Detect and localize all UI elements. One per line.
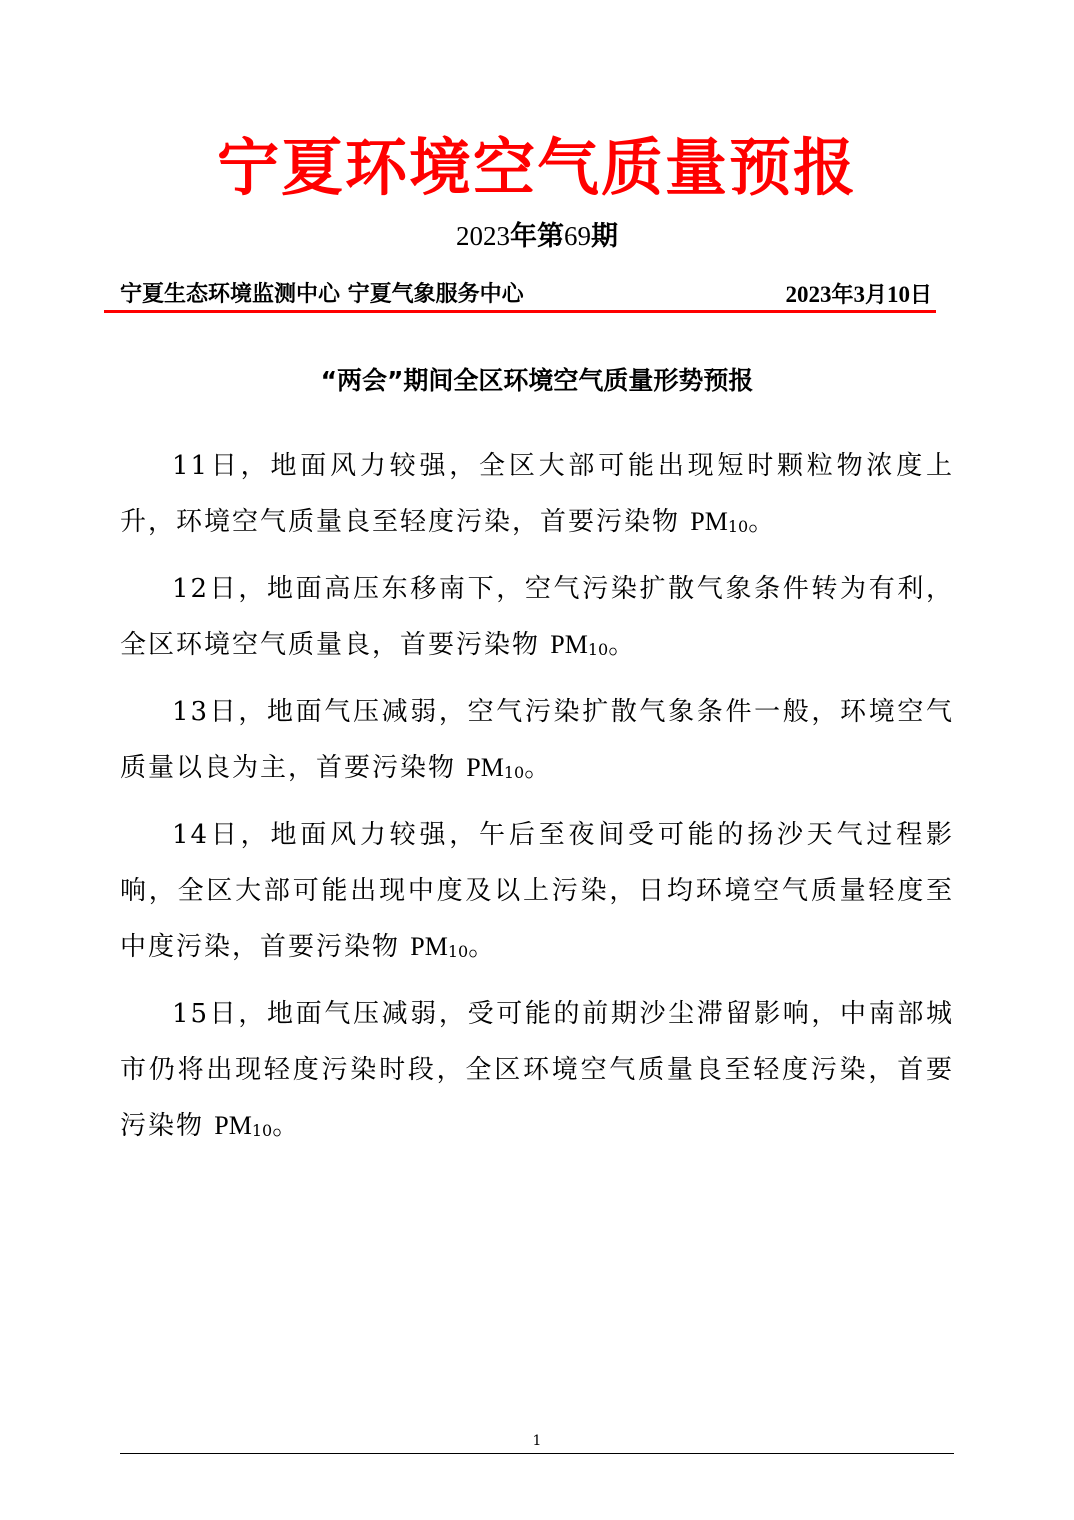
forecast-paragraph-15 xyxy=(120,986,954,1159)
date-year-suffix: 年 xyxy=(831,283,854,308)
paragraph-end: 。 xyxy=(608,630,637,660)
date-month-suffix: 月 xyxy=(864,283,887,308)
pollutant-subscript: 10 xyxy=(587,640,609,659)
org-date-line xyxy=(120,280,932,312)
pollutant: PM xyxy=(550,630,588,659)
pollutant: PM xyxy=(690,507,728,536)
paragraph-text: 14日，地面风力较强，午后至夜间受可能的扬沙天气过程影响，全区大部可能出现中度及以上污染，日均环境空气质量轻度至中度污染，首要污染物 xyxy=(120,820,954,962)
issue-num: 69 xyxy=(564,221,591,251)
pollutant: PM xyxy=(214,1111,252,1140)
paragraph-end: 。 xyxy=(272,1111,301,1141)
paragraph-end: 。 xyxy=(748,507,777,537)
forecast-paragraph-14 xyxy=(120,807,954,980)
issue-number xyxy=(0,218,1074,255)
paragraph-text: 12日，地面高压东移南下，空气污染扩散气象条件转为有利，全区环境空气质量良，首要污染物 xyxy=(120,574,954,660)
pollutant: PM xyxy=(410,932,448,961)
issue-num-suffix: 期 xyxy=(591,221,618,252)
forecast-body xyxy=(120,438,954,1165)
date-month: 3 xyxy=(853,282,865,307)
paragraph-end: 。 xyxy=(468,932,497,962)
headline: “两会”期间全区环境空气质量形势预报 xyxy=(320,366,754,395)
pollutant-subscript: 10 xyxy=(447,942,469,961)
paragraph-text: 13日，地面气压减弱，空气污染扩散气象条件一般，环境空气质量以良为主，首要污染物 xyxy=(120,697,954,783)
date-day: 10 xyxy=(886,282,910,307)
pollutant-subscript: 10 xyxy=(503,763,525,782)
paragraph-end: 。 xyxy=(524,753,553,783)
issuing-organizations: 宁夏生态环境监测中心 宁夏气象服务中心 xyxy=(120,282,524,307)
page-number: 1 xyxy=(532,1433,542,1449)
paragraph-text: 15日，地面气压减弱，受可能的前期沙尘滞留影响，中南部城市仍将出现轻度污染时段，全区环境空气质量良至轻度污染，首要污染物 xyxy=(120,999,954,1141)
date-day-suffix: 日 xyxy=(909,283,932,308)
masthead-title: 宁夏环境空气质量预报 xyxy=(216,131,857,204)
pollutant: PM xyxy=(466,753,504,782)
forecast-paragraph-12 xyxy=(120,561,954,678)
forecast-paragraph-13 xyxy=(120,684,954,801)
red-divider xyxy=(104,310,936,313)
issue-year-suffix: 年第 xyxy=(510,221,564,252)
paragraph-text: 11日，地面风力较强，全区大部可能出现短时颗粒物浓度上升，环境空气质量良至轻度污染，首要污染物 xyxy=(120,451,954,537)
pollutant-subscript: 10 xyxy=(251,1121,273,1140)
footer-divider xyxy=(120,1453,954,1454)
pollutant-subscript: 10 xyxy=(727,517,749,536)
issue-date xyxy=(785,280,932,311)
date-year: 2023 xyxy=(785,282,832,307)
forecast-paragraph-11 xyxy=(120,438,954,555)
issue-year: 2023 xyxy=(456,221,510,251)
